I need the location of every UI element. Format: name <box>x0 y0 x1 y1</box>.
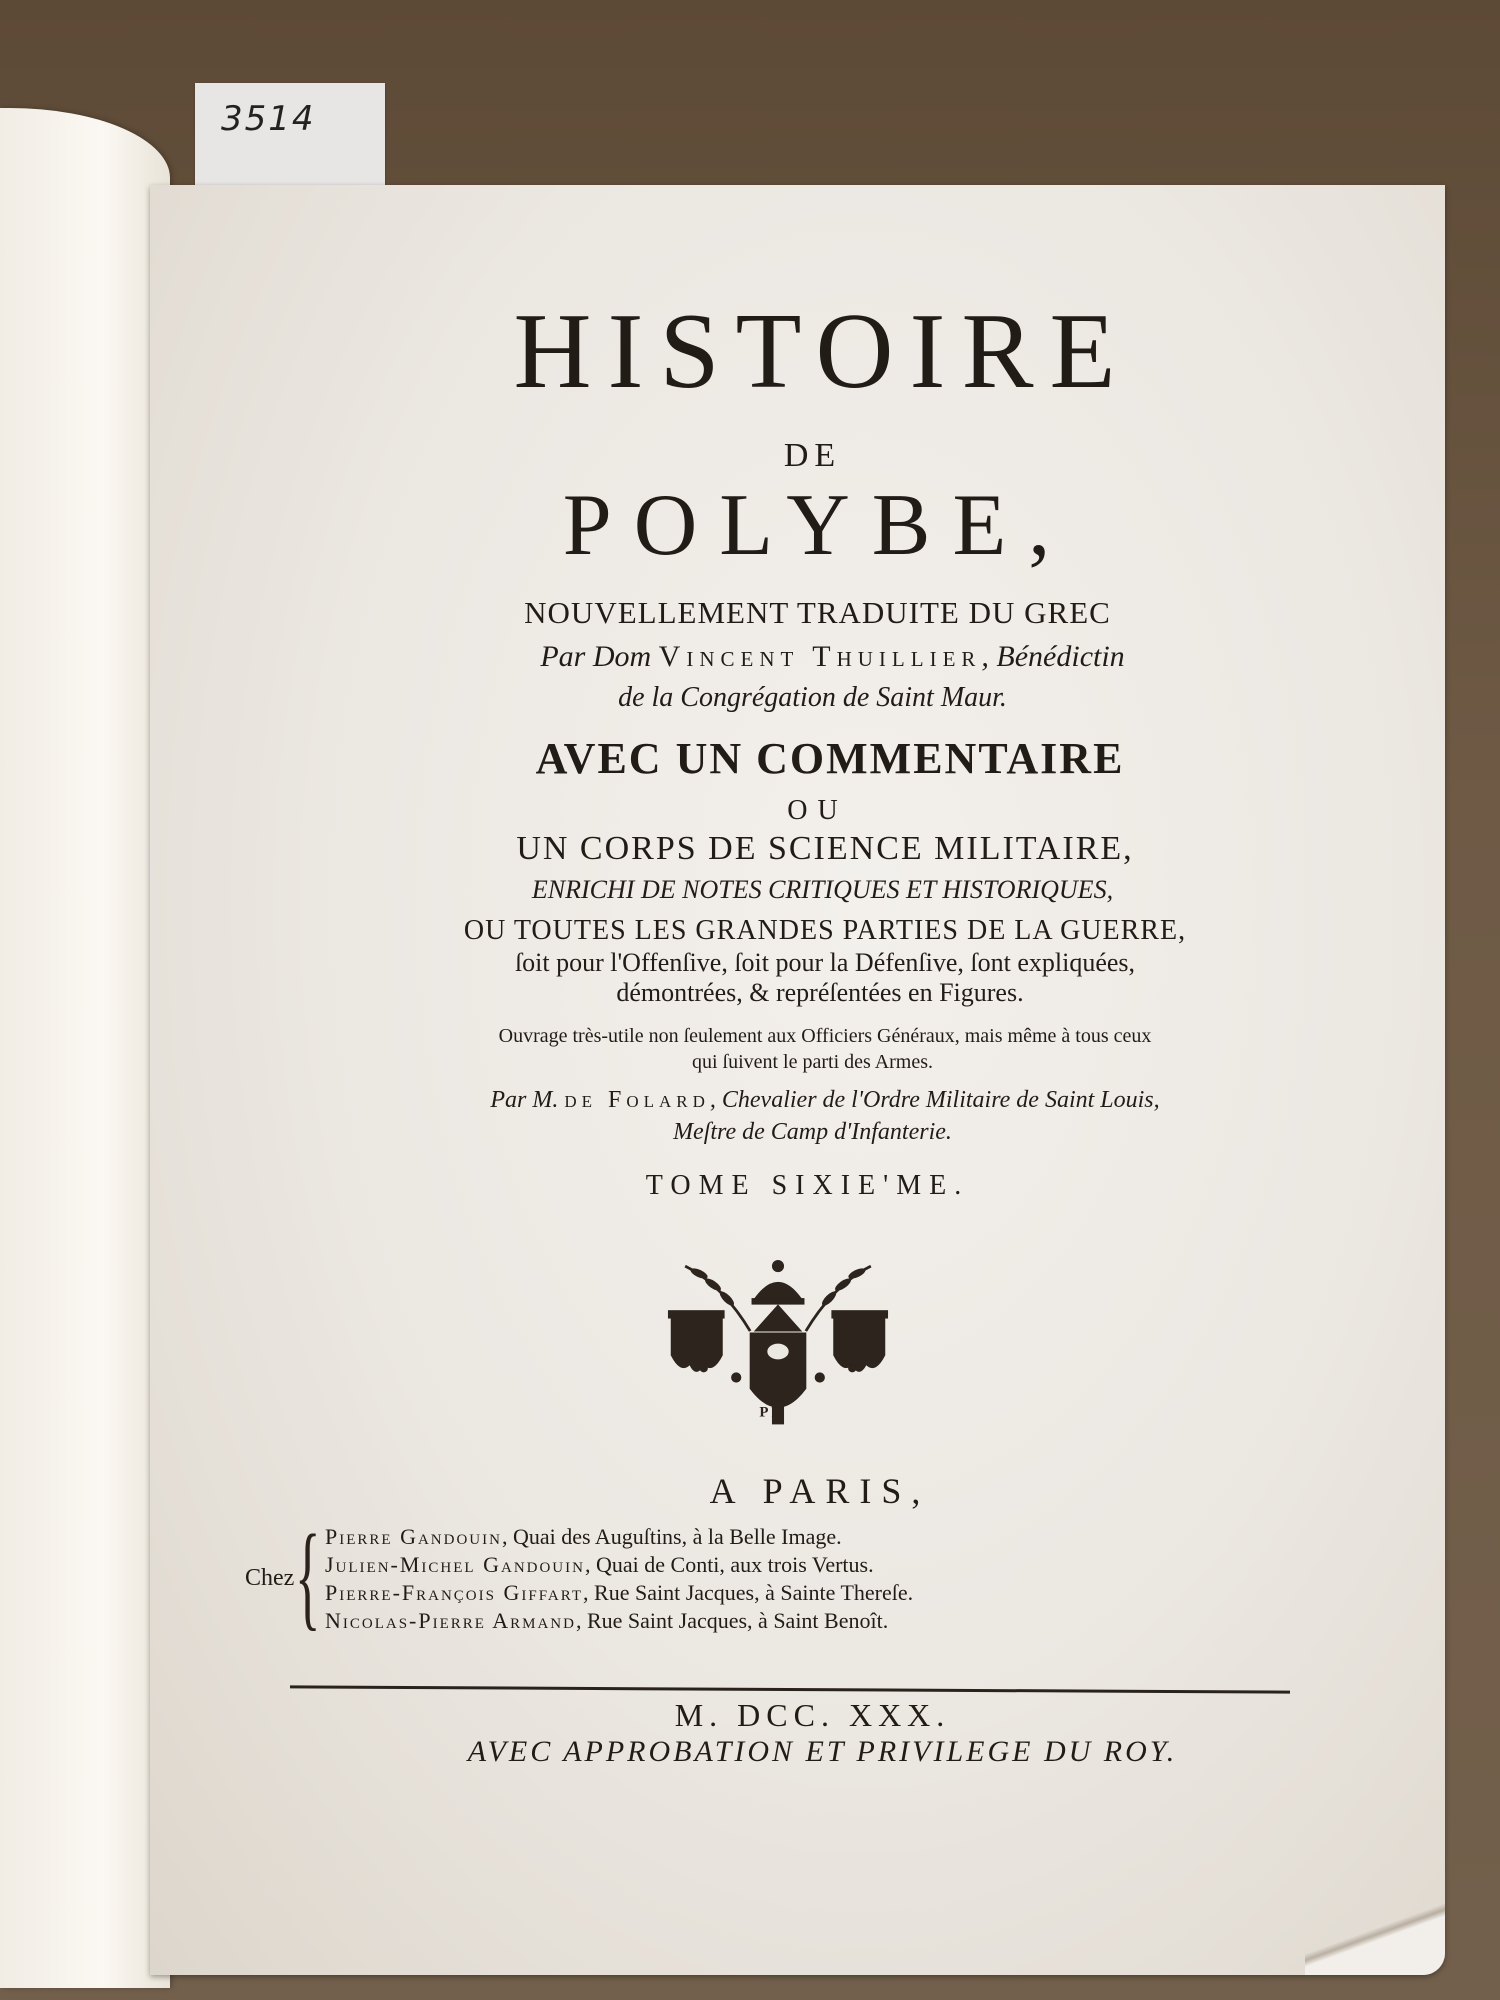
folded-corner <box>1305 1895 1445 1975</box>
publication-place: A PARIS, <box>709 1471 931 1511</box>
publication-date: M. DCC. XXX. <box>674 1697 951 1733</box>
left-flyleaf-page <box>0 108 170 1988</box>
congregation-line: de la Congrégation de Saint Maur. <box>618 682 1007 713</box>
toutes-line: OU TOUTES LES GRANDES PARTIES DE LA GUERRE, <box>463 915 1187 946</box>
translator-prefix: Par Dom <box>540 640 659 673</box>
soit-line: ſoit pour l'Offenſive, ſoit pour la Défenſive, ſont expliquées, <box>514 948 1136 977</box>
author-line <box>205 1087 1445 1114</box>
printer-line: Nicolas-Pierre Armand, Rue Saint Jacques, à Saint Benoît. <box>325 1608 889 1633</box>
printer-line: Pierre-François Giffart, Rue Saint Jacques, à Sainte Thereſe. <box>325 1580 914 1605</box>
ouvrage-line: Ouvrage très-utile non ſeulement aux Officiers Généraux, mais même à tous ceux <box>498 1025 1152 1047</box>
author-prefix: Par M. <box>490 1087 565 1113</box>
qui-line: qui ſuivent le parti des Armes. <box>691 1051 934 1073</box>
title-de: DE <box>783 437 842 474</box>
book-title: HISTOIRE <box>513 292 1132 411</box>
demontrees-line: démontrées, & repréſentées en Figures. <box>616 978 1024 1007</box>
printer-list <box>325 1523 913 1635</box>
corps-line: UN CORPS DE SCIENCE MILITAIRE, <box>516 830 1134 867</box>
imprint-block <box>245 1510 1375 1643</box>
translator-suffix: , Bénédictin <box>981 640 1125 673</box>
approbation-line: AVEC APPROBATION ET PRIVILEGE DU ROY. <box>467 1735 1178 1768</box>
book-subject: POLYBE, <box>562 477 1073 574</box>
volume-line: TOME SIXIE'ME. <box>645 1170 970 1201</box>
translator-line <box>220 640 1445 674</box>
printer-ornament-icon <box>648 1245 908 1445</box>
translator-name: Vincent Thuillier <box>658 640 982 673</box>
chez-label: Chez <box>245 1565 295 1591</box>
printer-line: Julien-Michel Gandouin, Quai de Conti, aux trois Vertus. <box>325 1552 874 1577</box>
printer-line: Pierre Gandouin, Quai des Auguſtins, à la Belle Image. <box>325 1524 842 1549</box>
inventory-number: 3514 <box>221 99 316 139</box>
enrichi-line: ENRICHI DE NOTES CRITIQUES ET HISTORIQUES, <box>531 875 1114 904</box>
author-suffix: , Chevalier de l'Ordre Militaire de Saint Louis, <box>709 1087 1160 1113</box>
author-name: de Folard <box>564 1087 710 1113</box>
commentary-heading: AVEC UN COMMENTAIRE <box>535 734 1125 783</box>
ou-line: OU <box>787 795 848 826</box>
inventory-label <box>195 83 385 193</box>
mestre-line: Meſtre de Camp d'Infanterie. <box>673 1119 952 1145</box>
svg-text:P R: P R <box>759 1404 783 1421</box>
title-page <box>150 185 1445 1975</box>
brace-icon: { <box>295 1510 321 1641</box>
translation-note: NOUVELLEMENT TRADUITE DU GREC <box>524 595 1111 630</box>
horizontal-rule <box>290 1685 1290 1693</box>
